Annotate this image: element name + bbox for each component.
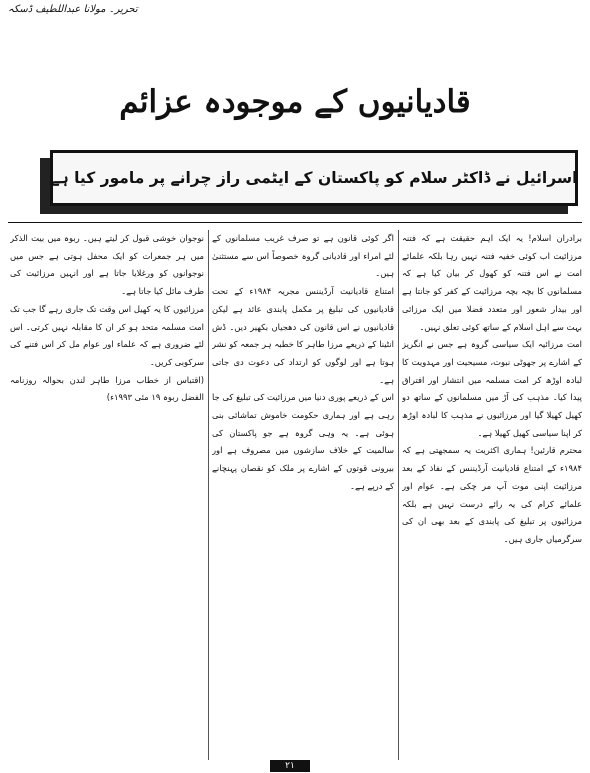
article-subtitle: اسرائیل نے ڈاکٹر سلام کو پاکستان کے ایٹمی راز چرانے پر مامور کیا ہے <box>50 169 578 187</box>
paragraph: برادران اسلام! یہ ایک اہم حقیقت ہے کہ فتنہ مرزائیت اب کوئی خفیہ فتنہ نہیں رہا بلکہ علمائے امت نے اس فتنہ کو کھول کر بیان کیا ہے کہ مسلمانوں کا بچہ بچہ مرزائیت کے کفر کو جانتا ہے اور بیدار شعور اور متعدد فضلا میں ایک مرزائی بہت سے اہل اسلام کے ساتھ کوئی تعلق نہیں۔ <box>402 233 582 332</box>
column-rule <box>398 230 399 760</box>
column-rule <box>208 230 209 760</box>
paragraph: مرزائیوں کا یہ کھیل اس وقت تک جاری رہے گا جب تک امت مسلمہ متحد ہو کر ان کا مقابلہ نہیں کرتی۔ اس لئے ضروری ہے کہ علماء اور عوام مل کر اس فتنے کی سرکوبی کریں۔ <box>10 303 204 367</box>
text-column-middle <box>212 230 394 760</box>
byline: تحریر۔ مولانا عبداللطیف ڈسکہ <box>8 4 138 15</box>
header-divider <box>8 222 582 223</box>
paragraph: محترم قارئین! ہماری اکثریت یہ سمجھتی ہے کہ ۱۹۸۴ء کے امتناع قادیانیت آرڈیننس کے نفاذ کے بعد مرزائیت اپنی موت آپ مر چکی ہے۔ عوام اور علمائے کرام کی یہ رائے درست نہیں ہے بلکہ مرزائیوں پر تبلیغ کی پابندی کے بعد بھی ان کی سرگرمیاں جاری ہیں۔ <box>402 445 582 544</box>
paragraph: نوجوان خوشی قبول کر لیتے ہیں۔ ربوہ میں بیت الذکر میں ہر جمعرات کو ایک محفل ہوتی ہے جس میں نوجوانوں کو ورغلایا جاتا ہے اور انہیں مرزائیت کی طرف مائل کیا جاتا ہے۔ <box>10 233 204 297</box>
paragraph: اس کے ذریعے پوری دنیا میں مرزائیت کی تبلیغ کی جا رہی ہے اور ہماری حکومت خاموش تماشائی بنی ہوئی ہے۔ یہ وہی گروہ ہے جو پاکستان کی سالمیت کے خلاف سازشوں میں مصروف ہے اور بیرونی قوتوں کے اشارے پر ملک کو نقصان پہنچانے کے درپے ہے۔ <box>212 392 394 491</box>
paragraph: امت مرزائیہ ایک سیاسی گروہ ہے جس نے انگریز کے اشارے پر جھوٹی نبوت، مسیحیت اور مہدویت کا لبادہ اوڑھ کر امت مسلمہ میں انتشار اور افتراق پیدا کیا۔ مذہب کی آڑ میں مسلمانوں کے ساتھ دو کھیل کھیلا گیا اور مرزائیوں نے مذہب کا لبادہ اوڑھ کر اپنا سیاسی کھیل کھیلا ہے۔ <box>402 339 582 438</box>
article-title: قادیانیوں کے موجودہ عزائم <box>119 84 471 120</box>
text-column-left <box>10 230 204 760</box>
paragraph: امتناع قادیانیت آرڈیننس مجریہ ۱۹۸۴ء کے تحت قادیانیوں کی تبلیغ پر مکمل پابندی عائد ہے لیکن قادیانیوں نے اس قانون کی دھجیاں بکھیر دیں۔ ڈش انٹینا کے ذریعے مرزا طاہر کا خطبہ ہر جمعہ کو نشر ہوتا ہے اور لوگوں کو ارتداد کی دعوت دی جاتی ہے۔ <box>212 286 394 385</box>
page-number: ۲۱ <box>270 760 310 772</box>
text-column-right <box>402 230 582 760</box>
paragraph: اگر کوئی قانون ہے تو صرف غریب مسلمانوں کے لئے امراء اور قادیانی گروہ خصوصاً اس سے مستثنیٰ ہیں۔ <box>212 233 394 279</box>
paragraph: (اقتباس از خطاب مرزا طاہر لندن بحوالہ روزنامہ الفضل ربوہ ۱۹ مئی ۱۹۹۳ء) <box>10 374 204 403</box>
